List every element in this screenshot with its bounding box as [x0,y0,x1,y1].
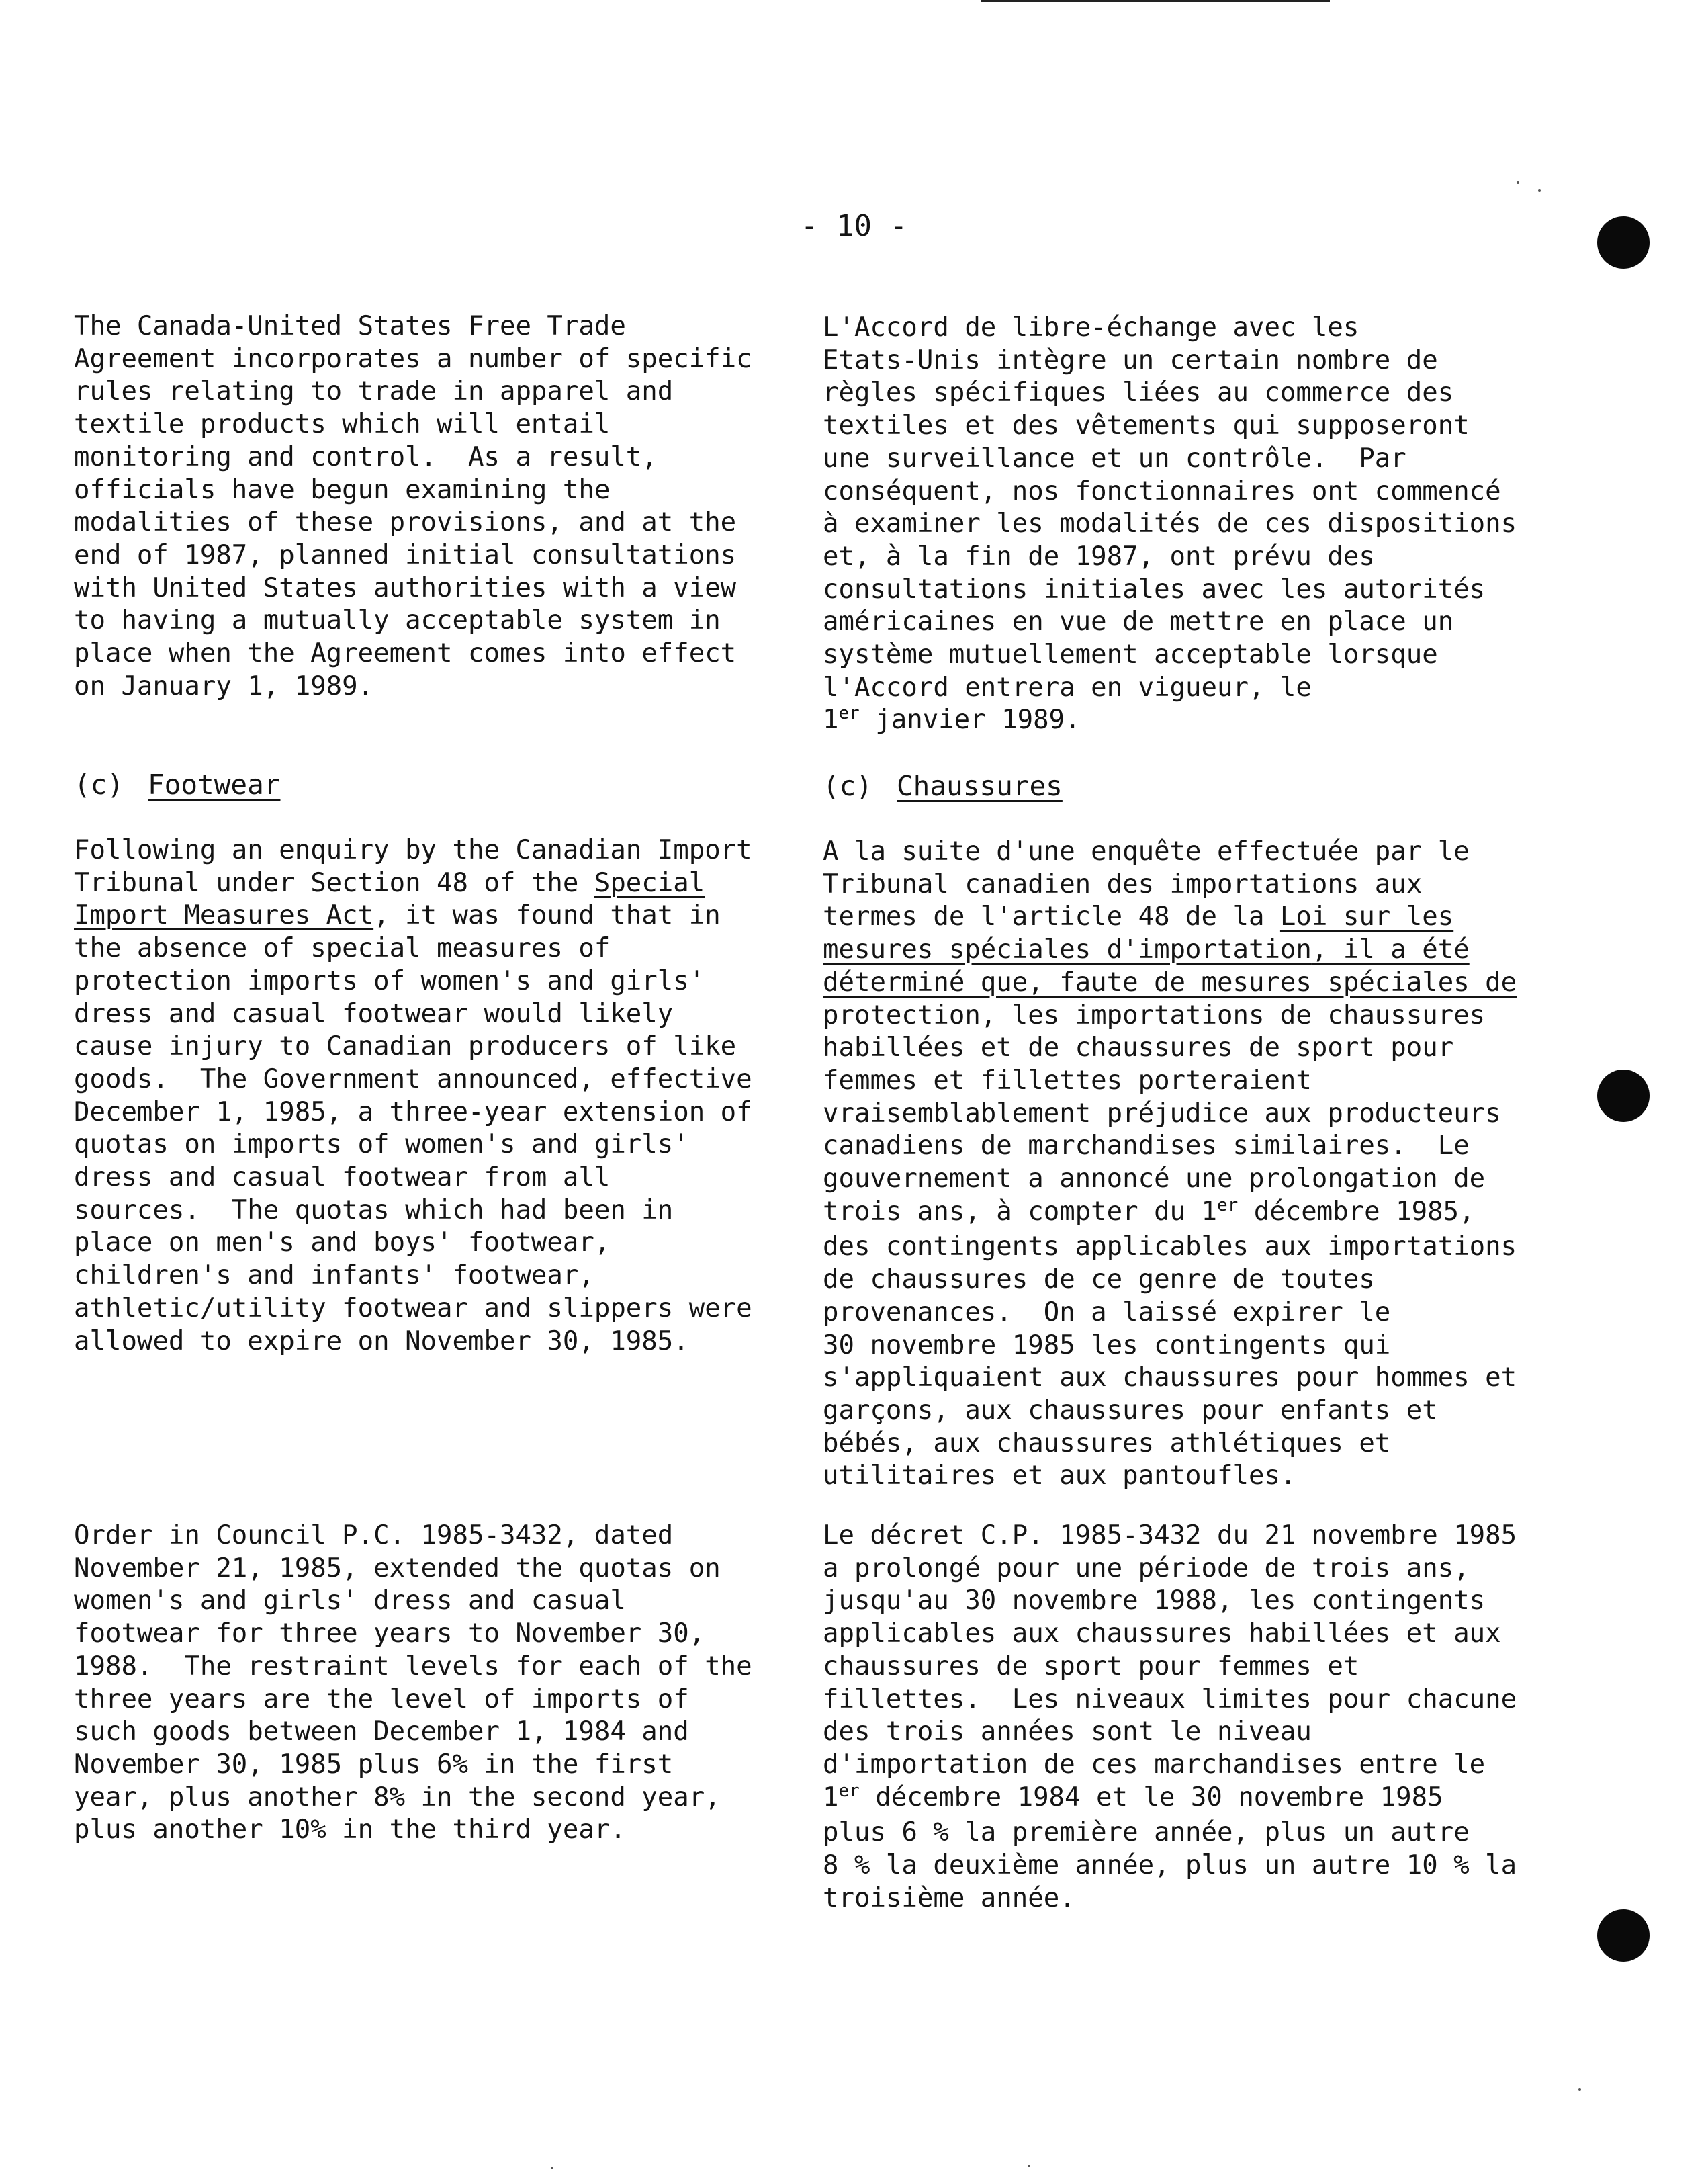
text-block: the absence of special measures of protection imports of women's and girls' dress and casual footwear would likely cause injury to Canadian producers of like goods. The Government announced, effective December 1, 1985, a three-year extension of quotas on imports of women's and girls' dress and casual footwear from all sources. The quotas which had been in place on men's and boys' footwear, children's and infants' footwear, athletic/utility footwear and slippers were allowed to expire on November 30, 1985. [74,933,752,1356]
text-block: protection, les importations de chaussures habillées et de chaussures de sport pour femmes et fillettes porteraient vraisemblablement préjudice aux producteurs canadiens de marchandises similaires. Le gouvernement a annoncé une prolongation de [823,1000,1501,1194]
text-line: , il a été [1311,934,1470,965]
act-title: mesures spéciales d'importation [823,934,1312,965]
scan-speck [1028,2165,1030,2167]
french-paragraph-3 [823,1520,1517,1915]
scan-speck [1578,2088,1581,2091]
text-fragment: trois ans, à compter du 1 [823,1196,1217,1227]
superscript: er [1217,1194,1239,1215]
text-fragment: décembre 1984 et le 30 novembre 1985 [859,1782,1443,1813]
english-paragraph-1: The Canada-United States Free Trade Agreement incorporates a number of specific rules relating to trade in apparel and textile products which will entail monitoring and control. As a result, officials have begun examining the modalities of these provisions, and at the end of 1987, planned initial consultations with United States authorities with a view to having a mutually acceptable system in place when the Agreement comes into effect on January 1, 1989. [74,311,752,701]
text-line: Following an enquiry by the Canadian Import [74,835,752,865]
punch-hole-top [1597,216,1650,269]
text-block: des contingents applicables aux importations de chaussures de ce genre de toutes provenances. On a laissé expirer le 30 novembre 1985 les contingents qui s'appliquaient aux chaussures pour hommes et garçons, aux chaussures pour enfants et bébés, aux chaussures athlétiques et utilitaires et aux pantoufles. [823,1231,1517,1491]
superscript: er [838,703,860,724]
punch-hole-middle [1597,1070,1650,1122]
heading-label: (c) [74,769,124,801]
heading-label: (c) [823,770,873,802]
act-title: Loi sur les [1279,902,1454,932]
punch-hole-bottom [1597,1909,1650,1962]
heading-title: Footwear [148,769,281,801]
superscript: er [838,1780,860,1801]
text-fragment: 1 [823,1782,839,1813]
text-block: Le décret C.P. 1985-3432 du 21 novembre 1985 a prolongé pour une période de trois ans, jusqu'au 30 novembre 1988, les contingents applicables aux chaussures habillées et aux chaussures de sport pour femmes et fillettes. Les niveaux limites pour chacune des trois années sont le niveau d'importation de ces marchandises entre le [823,1520,1517,1780]
text-line: Tribunal under Section 48 of the [74,867,594,898]
text-line: A la suite d'une enquête effectuée par le [823,836,1470,867]
act-title: Import Measures Act [74,900,374,931]
scan-speck [1517,181,1519,184]
text-fragment: décembre 1985, [1238,1196,1475,1227]
page-number: - 10 - [801,209,907,243]
english-paragraph-3: Order in Council P.C. 1985-3432, dated November 21, 1985, extended the quotas on women's and girls' dress and casual footwear for three years to November 30, 1988. The restraint levels for each of the three years are the level of imports of such goods between December 1, 1984 and November 30, 1985 plus 6% in the first year, plus another 8% in the second year, plus another 10% in the third year. [74,1520,752,1845]
french-paragraph-1 [823,312,1517,740]
text-block: L'Accord de libre-échange avec les Etats-Unis intègre un certain nombre de règles spécifiques liées au commerce des textiles et des vêtements qui supposeront une surveillance et un contrôle. Par conséquent, nos fonctionnaires ont commencé à examiner les modalités de ces dispositions et, à la fin de 1987, ont prévu des consultations initiales avec les autorités américaines en vue de mettre en place un système mutuellement acceptable lorsque l'Accord entrera en vigueur, le [823,312,1517,703]
french-heading-chaussures [823,769,1063,803]
text-block: plus 6 % la première année, plus un autre 8 % la deuxième année, plus un autre 10 % la troisième année. [823,1817,1517,1913]
text-line: Tribunal canadien des importations aux [823,869,1423,900]
french-paragraph-2 [823,836,1517,1493]
text-fragment: 1 [823,705,839,736]
scan-speck [551,2167,553,2169]
text-line: déterminé que, faute de mesures spéciales de [823,967,1517,998]
english-paragraph-2 [74,834,752,1358]
text-line: , it was found that in [373,900,721,931]
scan-edge-line [981,0,1330,2]
text-line: termes de l'article 48 de la [823,902,1280,932]
english-heading-footwear [74,768,280,801]
act-title: Special [594,867,705,898]
scan-speck [1538,189,1541,192]
text-fragment: janvier 1989. [859,705,1081,736]
heading-title: Chaussures [897,770,1063,802]
